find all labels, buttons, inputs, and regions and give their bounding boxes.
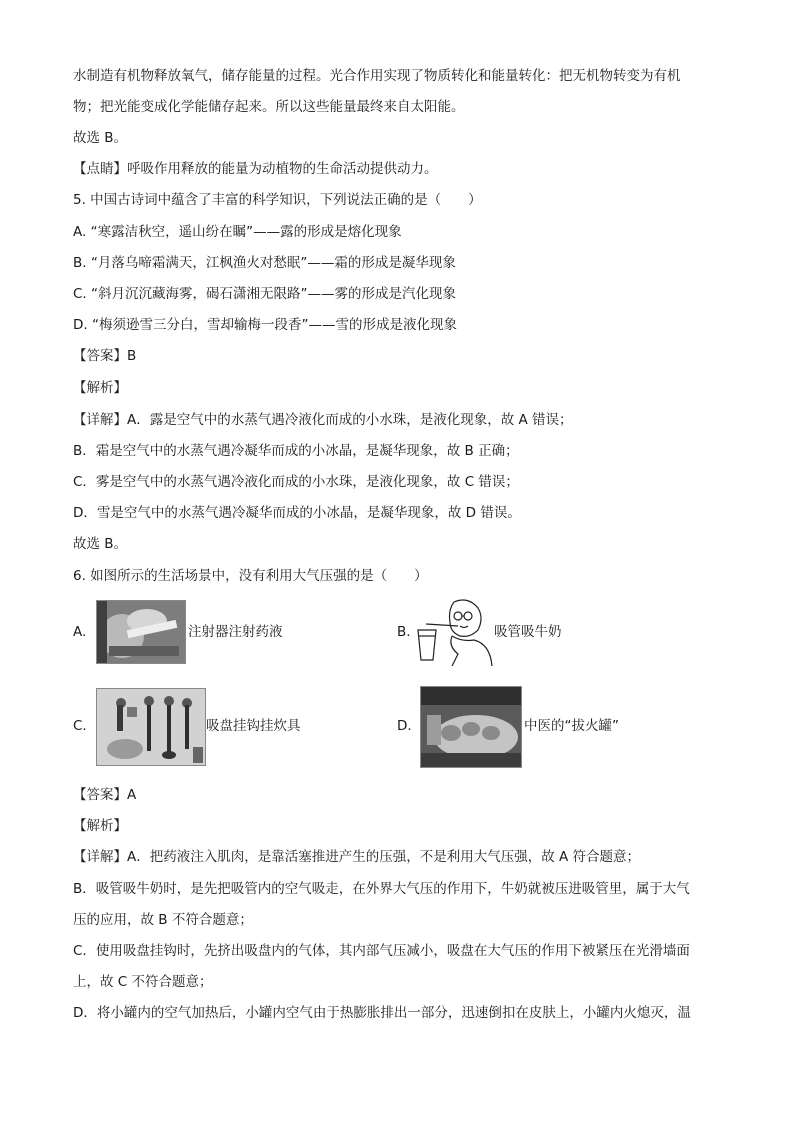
question-6-option-a-letter: A. <box>73 624 87 640</box>
question-5-detail: D．雪是空气中的水蒸气遇冷凝华而成的小冰晶，是凝华现象，故 D 错误。 <box>73 505 521 521</box>
paragraph-line: 水制造有机物释放氧气，储存能量的过程。光合作用实现了物质转化和能量转化：把无机物转变为有机 <box>73 68 681 84</box>
straw-drinking-milk-drawing-icon <box>414 596 494 666</box>
question-5-option-b: B. “月落乌啼霜满天，江枫渔火对愁眠”——霜的形成是凝华现象 <box>73 255 456 271</box>
question-5-option-a: A. “寒露洁秋空，遥山纷在瞩”——露的形成是熔化现象 <box>73 224 402 240</box>
question-5-detail: C．雾是空气中的水蒸气遇冷液化而成的小水珠，是液化现象，故 C 错误； <box>73 474 519 490</box>
question-6-detail: 【详解】A．把药液注入肌肉，是靠活塞推进产生的压强，不是利用大气压强，故 A 符合题意； <box>73 849 641 865</box>
question-6-detail: C．使用吸盘挂钩时，先挤出吸盘内的气体，其内部气压减小，吸盘在大气压的作用下被紧压在光滑墙面 <box>73 943 690 959</box>
question-5-analysis-label: 【解析】 <box>73 380 127 396</box>
note-line: 【点睛】呼吸作用释放的能量为动植物的生命活动提供动力。 <box>73 161 438 177</box>
question-5-stem: 5. 中国古诗词中蕴含了丰富的科学知识，下列说法正确的是（ ） <box>73 192 482 208</box>
paragraph-line: 物；把光能变成化学能储存起来。所以这些能量最终来自太阳能。 <box>73 99 465 115</box>
question-6-answer: 【答案】A <box>73 787 137 803</box>
question-6-option-d-caption: 中医的“拔火罐” <box>524 718 619 734</box>
question-5-select: 故选 B。 <box>73 536 128 552</box>
question-6-option-b-caption: 吸管吸牛奶 <box>494 624 562 640</box>
question-5-detail: 【详解】A．露是空气中的水蒸气遇冷液化而成的小水珠，是液化现象，故 A 错误； <box>73 412 573 428</box>
question-6-stem: 6. 如图所示的生活场景中，没有利用大气压强的是（ ） <box>73 568 428 584</box>
question-6-option-c-letter: C. <box>73 718 87 734</box>
question-5-detail: B．霜是空气中的水蒸气遇冷凝华而成的小冰晶，是凝华现象，故 B 正确； <box>73 443 519 459</box>
question-6-detail: B．吸管吸牛奶时，是先把吸管内的空气吸走，在外界大气压的作用下，牛奶就被压进吸管里，属于大气 <box>73 881 690 897</box>
question-6-detail: D．将小罐内的空气加热后，小罐内空气由于热膨胀排出一部分，迅速倒扣在皮肤上，小罐内火熄灭，温 <box>73 1005 691 1021</box>
question-5-answer: 【答案】B <box>73 348 137 364</box>
syringe-injection-photo-icon <box>96 600 186 664</box>
cupping-therapy-photo-icon <box>420 686 522 768</box>
question-6-detail: 上，故 C 不符合题意； <box>73 974 213 990</box>
question-6-analysis-label: 【解析】 <box>73 818 127 834</box>
question-6-option-c-caption: 吸盘挂钩挂炊具 <box>206 718 301 734</box>
question-6-option-d-letter: D. <box>397 718 412 734</box>
question-5-option-d: D. “梅须逊雪三分白，雪却输梅一段香”——雪的形成是液化现象 <box>73 317 457 333</box>
question-6-option-a-caption: 注射器注射药液 <box>188 624 283 640</box>
suction-hooks-cookware-photo-icon <box>96 688 206 766</box>
question-5-option-c: C. “斜月沉沉藏海雾，碣石潇湘无限路”——雾的形成是汽化现象 <box>73 286 456 302</box>
select-line: 故选 B。 <box>73 130 128 146</box>
question-6-option-b-letter: B. <box>397 624 411 640</box>
question-6-detail: 压的应用，故 B 不符合题意； <box>73 912 253 928</box>
